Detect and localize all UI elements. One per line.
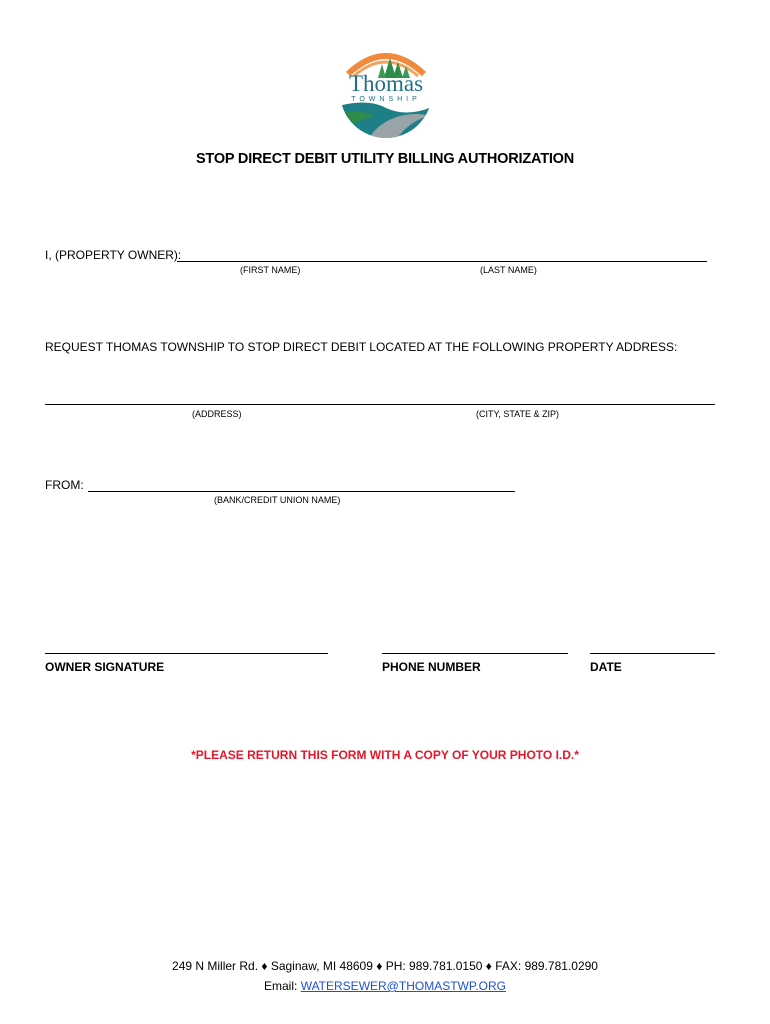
request-text: REQUEST THOMAS TOWNSHIP TO STOP DIRECT DEBIT LOCATED AT THE FOLLOWING PROPERTY ADDRESS:	[45, 340, 678, 354]
photo-id-notice: *PLEASE RETURN THIS FORM WITH A COPY OF YOUR PHOTO I.D.*	[191, 748, 579, 762]
email-link[interactable]: WATERSEWER@THOMASTWP.ORG	[300, 979, 506, 993]
from-label: FROM:	[45, 478, 84, 492]
property-owner-label: I, (PROPERTY OWNER):	[45, 248, 182, 262]
form-title: STOP DIRECT DEBIT UTILITY BILLING AUTHORIZATION	[195, 151, 575, 167]
last-name-caption: (LAST NAME)	[480, 265, 537, 275]
address-caption: (ADDRESS)	[192, 409, 242, 419]
logo-subtext: TOWNSHIP	[351, 96, 421, 103]
owner-signature-label: OWNER SIGNATURE	[45, 660, 165, 674]
bank-name-field[interactable]	[88, 491, 515, 492]
township-logo	[338, 44, 434, 140]
phone-number-label: PHONE NUMBER	[382, 660, 481, 674]
footer-email-line	[0, 979, 770, 993]
first-name-caption: (FIRST NAME)	[240, 265, 301, 275]
owner-signature-field[interactable]	[45, 653, 328, 654]
bank-name-caption: (BANK/CREDIT UNION NAME)	[214, 495, 341, 505]
date-label: DATE	[590, 660, 622, 674]
phone-number-field[interactable]	[382, 653, 568, 654]
date-field[interactable]	[590, 653, 715, 654]
email-label: Email:	[264, 979, 298, 993]
footer-address: 249 N Miller Rd. ♦ Saginaw, MI 48609 ♦ PH: 989.781.0150 ♦ FAX: 989.781.0290	[172, 959, 598, 973]
city-state-zip-caption: (CITY, STATE & ZIP)	[476, 409, 560, 419]
owner-name-field[interactable]	[177, 261, 707, 262]
logo-wordmark: Thomas	[348, 71, 424, 96]
property-address-field[interactable]	[45, 404, 715, 405]
